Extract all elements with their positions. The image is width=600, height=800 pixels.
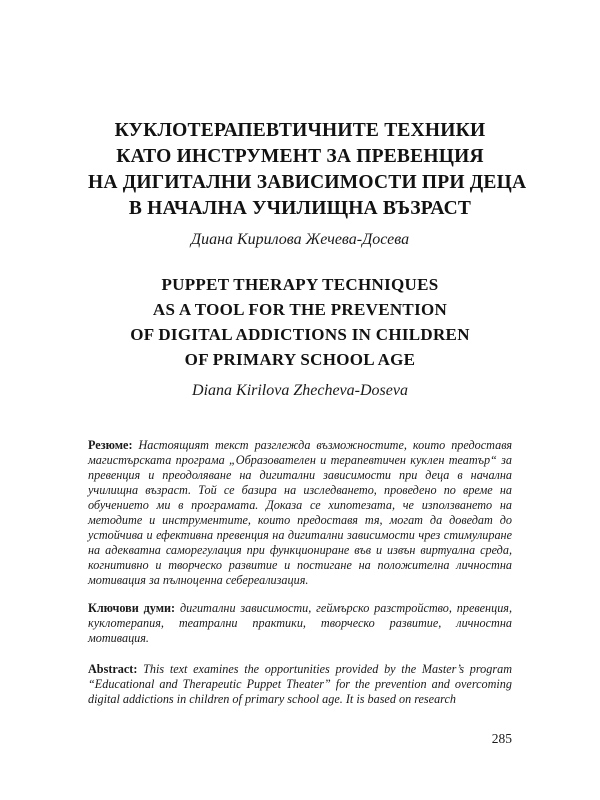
english-title-line-3: OF DIGITAL ADDICTIONS IN CHILDREN — [130, 325, 470, 344]
english-author-name: Diana Kirilova Zhecheva-Doseva — [192, 382, 408, 399]
bulgarian-abstract-paragraph — [88, 438, 512, 588]
english-abstract-text: This text examines the opportunities provided by the Master’s program “Educational and Therapeutic Puppet Theater” for the prevention and overcoming digital addictions in children of primary school age. It is based on research — [88, 661, 513, 706]
bulgarian-keywords-text: дигитални зависимости, геймърско разстройство, превенция, куклотерапия, театрални практики, творческо развитие, личностна мотивация. — [88, 600, 512, 645]
english-title-line-2: AS A TOOL FOR THE PREVENTION — [152, 300, 448, 319]
english-title-line-1: PUPPET THERAPY TECHNIQUES — [161, 275, 439, 294]
bulgarian-abstract-label: Резюме: — [88, 438, 133, 452]
page-content-column — [88, 0, 527, 719]
bulgarian-author-name: Диана Кирилова Жечева-Досева — [190, 231, 410, 248]
bulgarian-title-line-1: КУКЛОТЕРАПЕВТИЧНИТЕ ТЕХНИКИ — [114, 120, 486, 141]
bulgarian-title-line-4: В НАЧАЛНА УЧИЛИЩНА ВЪЗРАСТ — [128, 198, 472, 219]
bulgarian-title-block — [88, 118, 527, 251]
bulgarian-keywords-label: Ключови думи: — [88, 600, 176, 615]
bulgarian-title-line-3: НА ДИГИТАЛНИ ЗАВИСИМОСТИ ПРИ ДЕЦА — [88, 172, 527, 193]
english-title-line-4: OF PRIMARY SCHOOL AGE — [184, 350, 416, 369]
english-abstract-paragraph — [88, 662, 512, 707]
page-number: 285 — [491, 731, 512, 746]
bulgarian-keywords-paragraph — [88, 601, 512, 646]
bulgarian-abstract-text: Настоящият текст разглежда възможностите, които предоставя магистърската програма „Образователен и терапевтичен куклен театър“ за превенция и преодоляване на дигитални зависимости при деца в начална училищна възраст. Той се базира на изследването, проведено по време на обучението ми в програмата. Доказа се хипотезата, че използването на методите и инструментите, които предоставя тя, могат да доведат до устойчива и ефективна превенция на дигитални зависимости чрез стимулиране на адекватна саморегулация при функциониране във и извън виртуална среда, когнитивно и творческо развитие и постигане на положителна личностна мотивация за пълноценна себереализация. — [88, 438, 512, 588]
bulgarian-title-line-2: КАТО ИНСТРУМЕНТ ЗА ПРЕВЕНЦИЯ — [116, 146, 484, 167]
english-title-block — [88, 272, 512, 402]
english-abstract-label: Abstract: — [88, 661, 138, 676]
